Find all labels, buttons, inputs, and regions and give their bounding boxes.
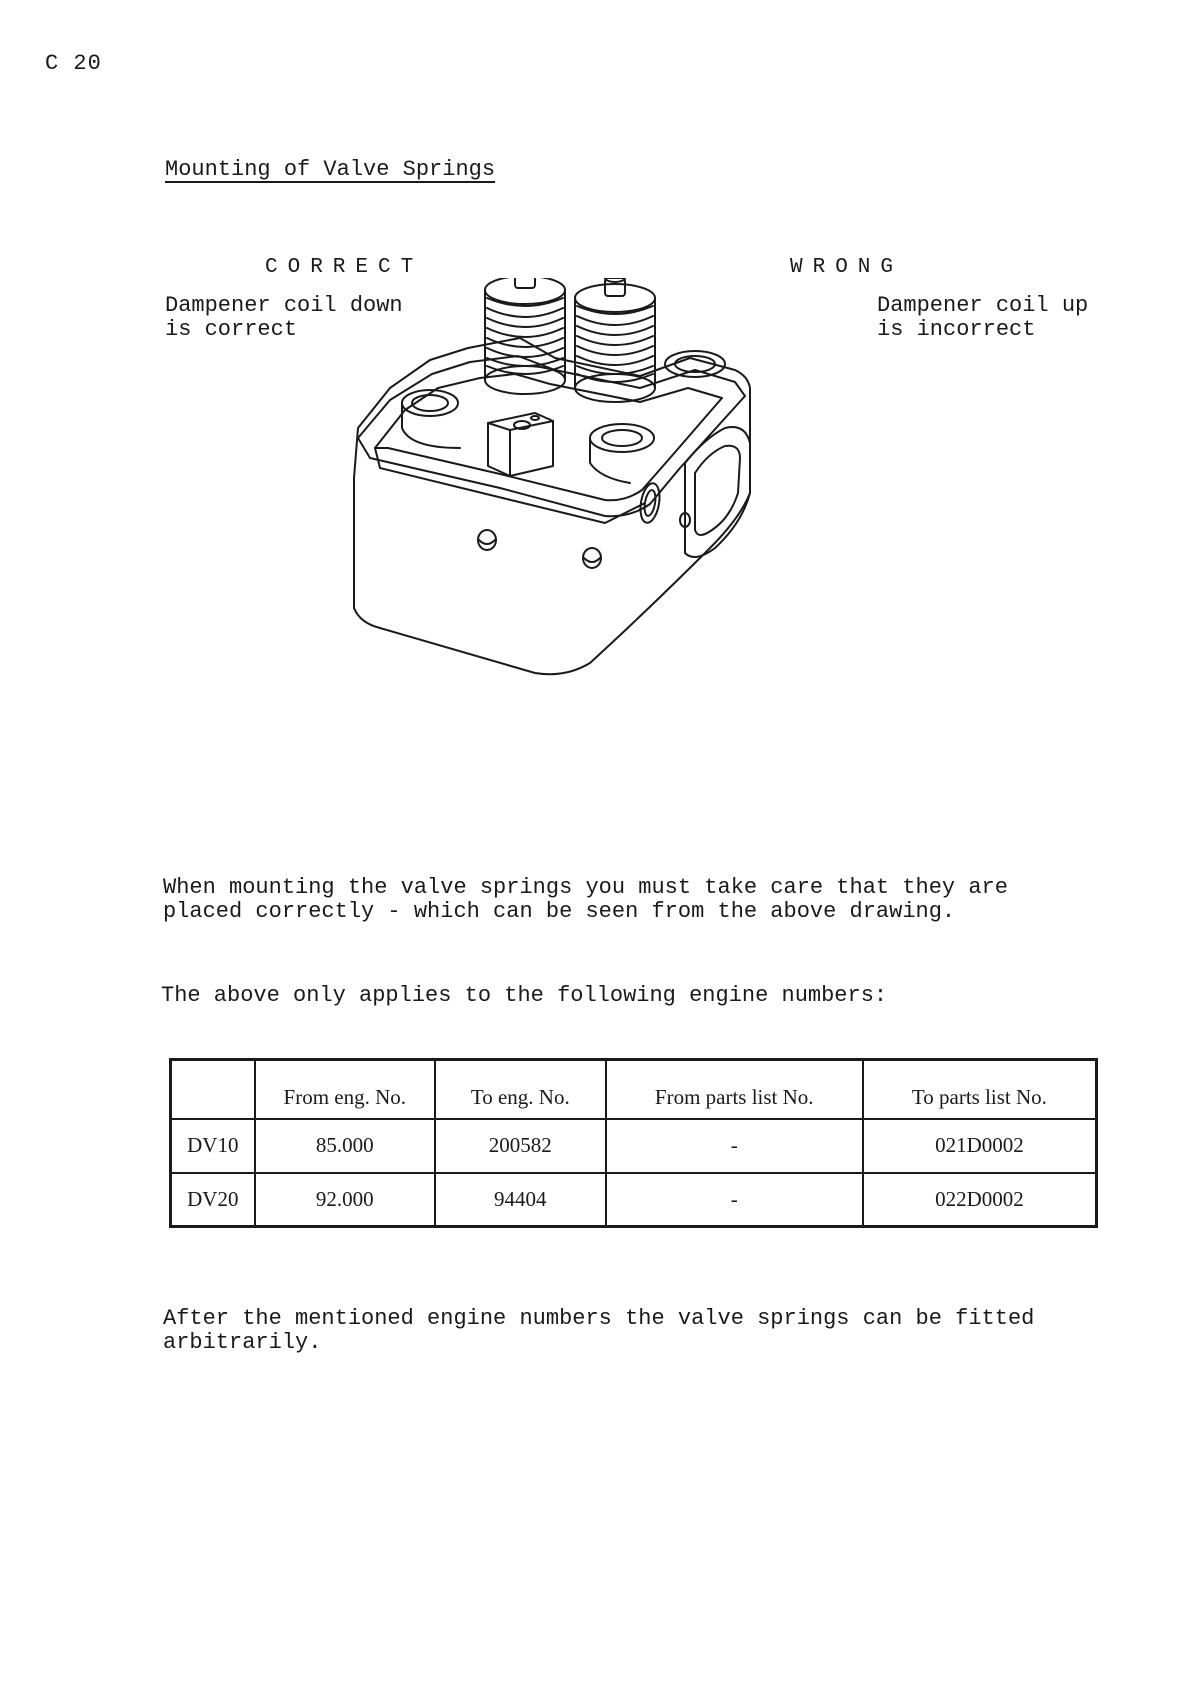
page-title: Mounting of Valve Springs [165,157,496,182]
table-cell: DV20 [171,1173,255,1227]
table-header-cell: To parts list No. [863,1060,1097,1119]
table-cell: - [606,1173,863,1227]
table-header-cell: From eng. No. [255,1060,435,1119]
table-cell: DV10 [171,1119,255,1173]
correct-description: Dampener coil down is correct [165,293,403,342]
cylinder-head-illustration [350,278,820,733]
table-cell: 200582 [435,1119,606,1173]
table-cell: 92.000 [255,1173,435,1227]
table-header-cell: To eng. No. [435,1060,606,1119]
table-header-row [171,1060,1097,1119]
table-cell: - [606,1119,863,1173]
closing-paragraph: After the mentioned engine numbers the valve springs can be fitted arbitrarily. [163,1306,1035,1355]
instruction-paragraph: When mounting the valve springs you must take care that they are placed correctly - which can be seen from the above drawing. [163,875,1008,924]
correct-label: CORRECT [265,256,424,279]
table-header-cell: From parts list No. [606,1060,863,1119]
table-row [171,1119,1097,1173]
wrong-description: Dampener coil up is incorrect [877,293,1089,342]
engine-numbers-table [169,1058,1098,1228]
table-cell: 94404 [435,1173,606,1227]
wrong-label: WRONG [790,256,904,279]
table-row [171,1173,1097,1227]
table-cell: 85.000 [255,1119,435,1173]
table-cell: 022D0002 [863,1173,1097,1227]
table-cell: 021D0002 [863,1119,1097,1173]
applicability-note: The above only applies to the following engine numbers: [161,983,888,1008]
table-header-cell [171,1060,255,1119]
page-number: C 20 [45,51,102,76]
